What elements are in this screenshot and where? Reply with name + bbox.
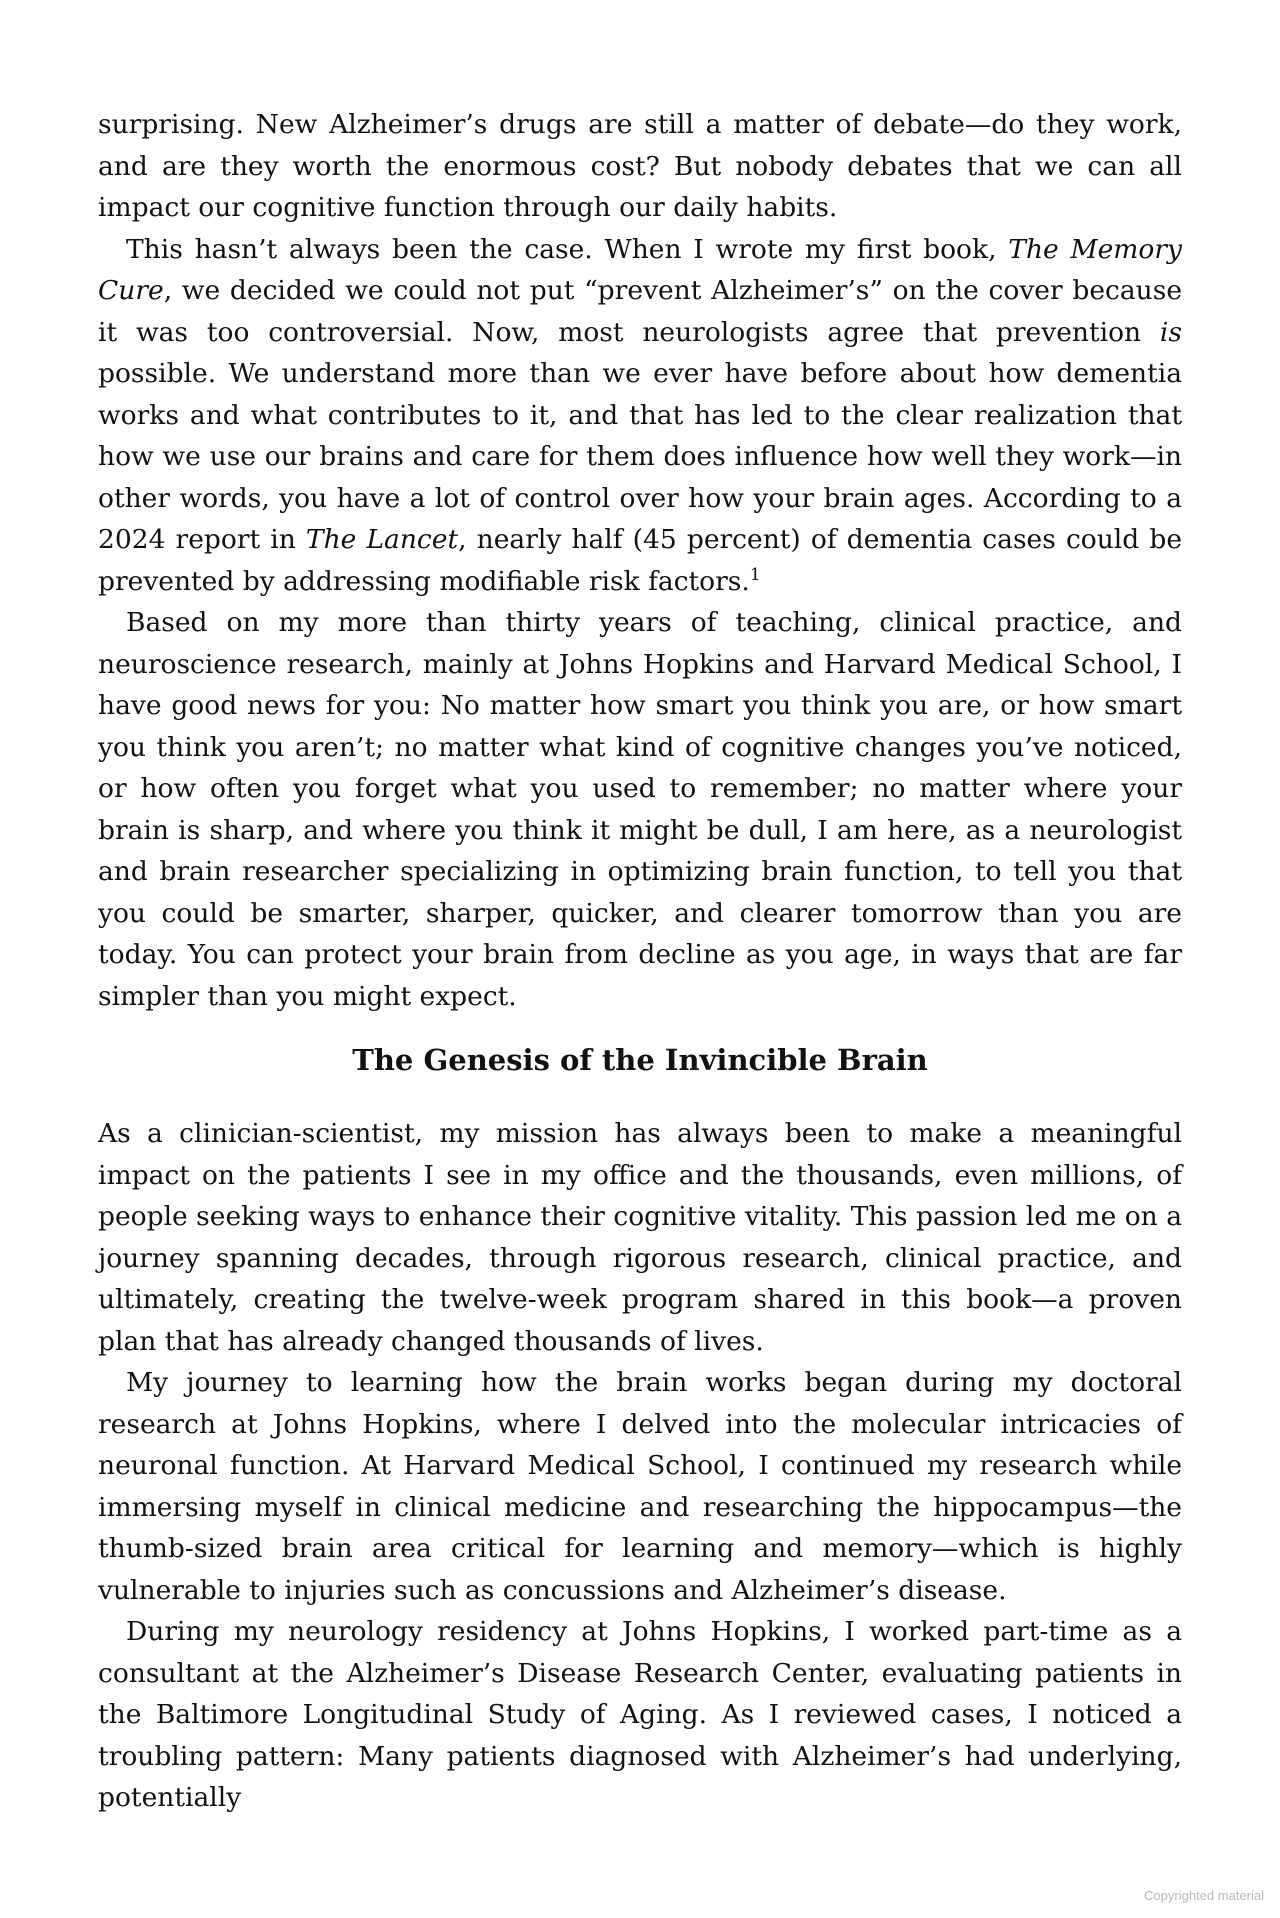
paragraph-continuation: surprising. New Alzheimer’s drugs are still a matter of debate—do they work, and are they worth the enormous cost? But nobody debates that we can all impact our cognitive function through our daily habits. <box>98 109 1182 223</box>
copyright-watermark: Copyrighted material <box>1144 1888 1264 1903</box>
paragraph-text: , we decided we could not put “prevent Alzheimer’s” on the cover because it was too controversial. Now, most neurologists agree that prevention <box>98 275 1182 348</box>
paragraph-mission: As a clinician-scientist, my mission has always been to make a meaningful impact on the patients I see in my office and the thousands, even millions, of people seeking ways to enhance their cognitive vitality. This passion led me on a journey spanning decades, through rigorous research, clinical practice, and ultimately, creating the twelve-week program shared in this book—a proven plan that has already changed thousands of lives. <box>98 1118 1182 1357</box>
book-title: The Memory Cure <box>98 233 1182 306</box>
paragraph-text: This hasn’t always been the case. When I wrote my first book, <box>126 233 1009 265</box>
body-text-lower <box>98 1113 1182 1819</box>
paragraph-good-news: Based on my more than thirty years of teaching, clinical practice, and neuroscience research, mainly at Johns Hopkins and Harvard Medical School, I have good news for you: No matter how smart you think you are, or how smart you think you aren’t; no matter what kind of cognitive changes you’ve noticed, or how often you forget what you used to remember; no matter where your brain is sharp, and where you think it might be dull, I am here, as a neurologist and brain researcher specializing in optimizing brain function, to tell you that you could be smarter, sharper, quicker, and clearer tomorrow than you are today. You can protect your brain from decline as you age, in ways that are far simpler than you might expect. <box>98 607 1182 1012</box>
section-heading: The Genesis of the Invincible Brain <box>352 1043 928 1077</box>
journal-title: The Lancet <box>305 524 459 555</box>
footnote-marker: 1 <box>749 564 761 585</box>
paragraph-journey: My journey to learning how the brain works began during my doctoral research at Johns Hopkins, where I delved into the molecular intricacies of neuronal function. At Harvard Medical School, I continued my research while immersing myself in clinical medicine and researching the hippocampus—the thumb-sized brain area critical for learning and memory—which is highly vulnerable to injuries such as concussions and Alzheimer’s disease. <box>98 1367 1182 1606</box>
paragraph-memory-cure <box>98 229 1182 603</box>
paragraph-text: possible. We understand more than we ever have before about how dementia works and what contributes to it, and that has led to the clear realization that how we use our brains and care for them does influence how well they work—in other words, you have a lot of control over how your brain ages. According to a 2024 report in <box>98 358 1182 555</box>
paragraph-text: , nearly half (45 percent) of dementia cases could be prevented by addressing modifiable risk factors. <box>98 524 1182 597</box>
emphasis-word: is <box>1159 316 1182 348</box>
paragraph-residency: During my neurology residency at Johns Hopkins, I worked part-time as a consultant at the Alzheimer’s Disease Research Center, evaluating patients in the Baltimore Longitudinal Study of Aging. As I reviewed cases, I noticed a troubling pattern: Many patients diagnosed with Alzheimer’s had underlying, potentially <box>98 1616 1182 1813</box>
body-text-upper <box>98 104 1182 1017</box>
